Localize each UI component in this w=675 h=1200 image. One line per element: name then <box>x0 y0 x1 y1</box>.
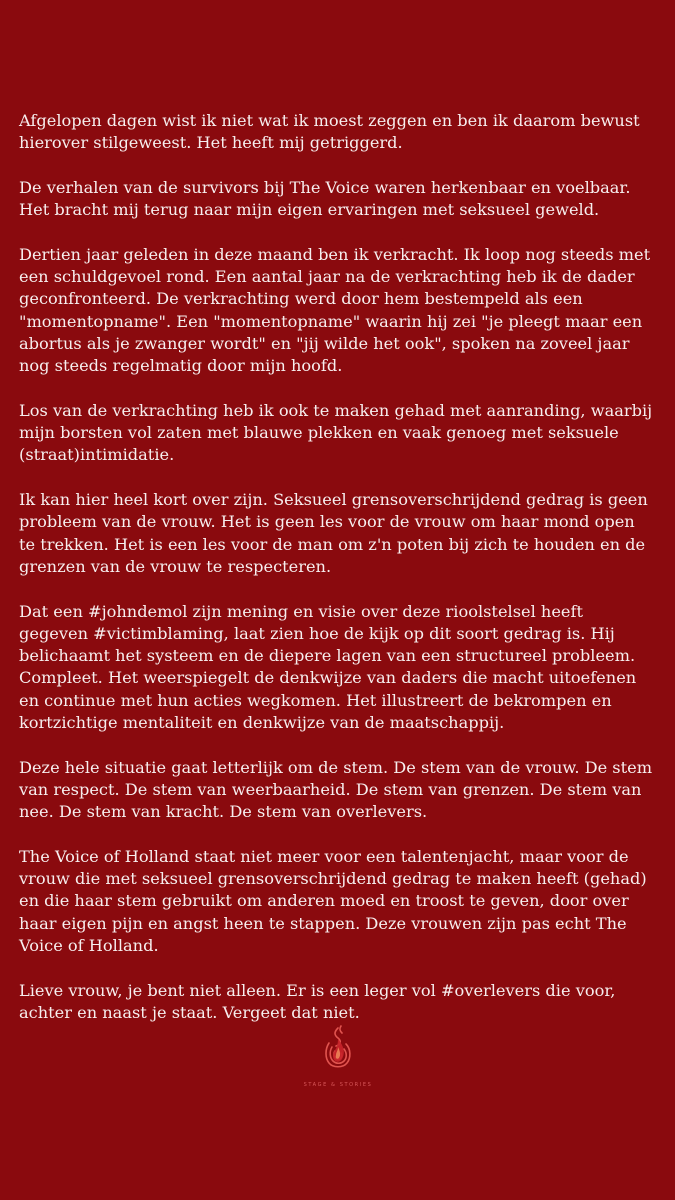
paragraph-9: Lieve vrouw, je bent niet alleen. Er is een leger vol #overlevers die voor, achter en naast je staat. Vergeet dat niet. <box>19 980 616 1022</box>
paragraph-3: Dertien jaar geleden in deze maand ben ik verkracht. Ik loop nog steeds met een schuldgevoel rond. Een aantal jaar na de verkrachting heb ik de dader geconfronteerd. De verkrachting werd door hem bestempeld als een "momentopname". Een "momentopname" waarin hij zei "je pleegt maar een abortus als je zwanger wordt" en "jij wilde het ook", spoken na zoveel jaar nog steeds regelmatig door mijn hoofd. <box>19 244 651 376</box>
flame-logo-icon <box>320 1025 356 1077</box>
paragraph-7: Deze hele situatie gaat letterlijk om de stem. De stem van de vrouw. De stem van respect. De stem van weerbaarheid. De stem van grenzen. De stem van nee. De stem van kracht. De stem van overlevers. <box>19 757 653 822</box>
paragraph-5: Ik kan hier heel kort over zijn. Seksueel grensoverschrijdend gedrag is geen probleem van de vrouw. Het is geen les voor de vrouw om haar mond open te trekken. Het is een les voor de man om z'n poten bij zich te houden en de grenzen van de vrouw te respecteren. <box>19 490 648 576</box>
logo-wordmark: STAGE & STORIES <box>303 1082 373 1088</box>
story-text <box>19 110 659 1046</box>
paragraph-6: Dat een #johndemol zijn mening en visie over deze rioolstelsel heeft gegeven #victimblaming, laat zien hoe de kijk op dit soort gedrag is. Hij belichaamt het systeem en de diepere lagen van een structureel probleem. Compleet. Het weerspiegelt de denkwijze van daders die macht uitoefenen en continue met hun acties wegkomen. Het illustreert de bekrompen en kortzichtige mentaliteit en denkwijze van de maatschappij. <box>19 601 637 733</box>
stage-stories-logo <box>303 1025 373 1097</box>
paragraph-2: De verhalen van de survivors bij The Voice waren herkenbaar en voelbaar. Het bracht mij terug naar mijn eigen ervaringen met seksueel geweld. <box>19 177 631 220</box>
paragraph-4: Los van de verkrachting heb ik ook te maken gehad met aanranding, waarbij mijn borsten vol zaten met blauwe plekken en vaak genoeg met seksuele (straat)intimidatie. <box>19 400 653 465</box>
paragraph-1: Afgelopen dagen wist ik niet wat ik moest zeggen en ben ik daarom bewust hierover stilgeweest. Het heeft mij getriggerd. <box>19 111 640 153</box>
paragraph-8: The Voice of Holland staat niet meer voor een talentenjacht, maar voor de vrouw die met seksueel grensoverschrijdend gedrag te maken heeft (gehad) en die haar stem gebruikt om anderen moed en troost te geven, door over haar eigen pijn en angst heen te stappen. Deze vrouwen zijn pas echt The Voice of Holland. <box>19 846 647 955</box>
